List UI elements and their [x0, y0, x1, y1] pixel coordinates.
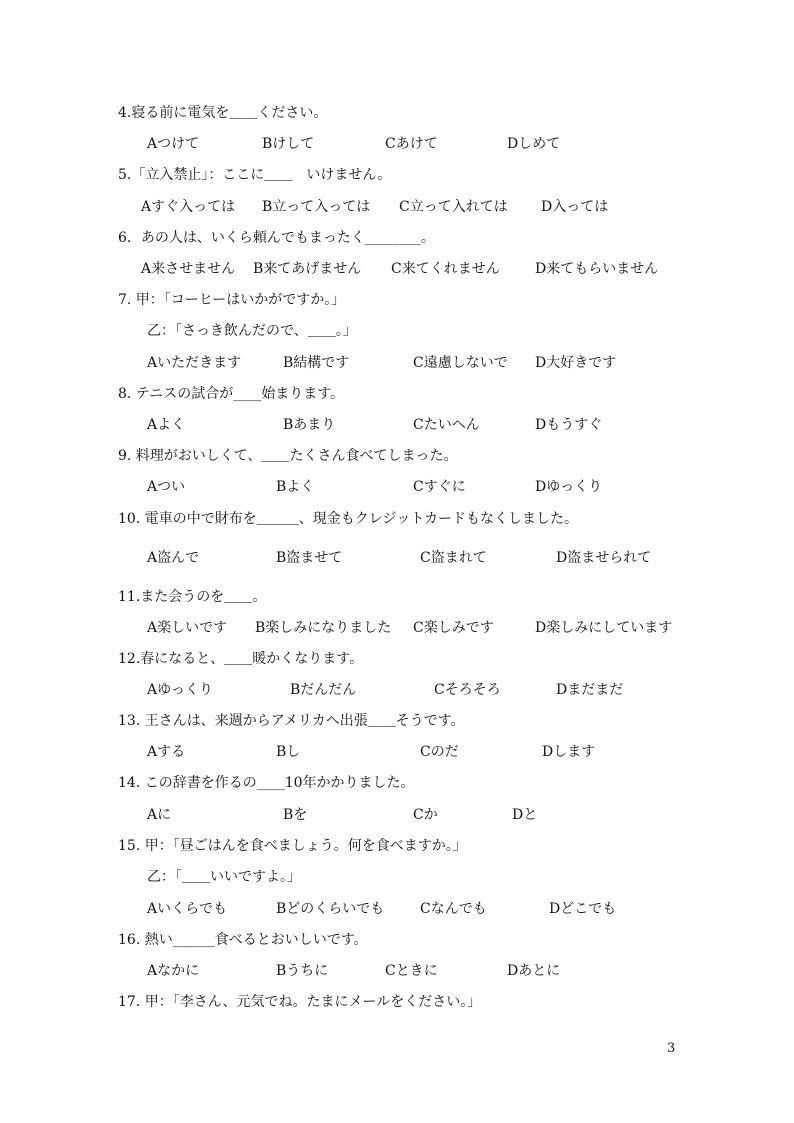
question-14-option-b: Bを — [283, 807, 308, 823]
question-9-option-b: Bよく — [276, 479, 315, 495]
question-4-option-c: Cあけて — [385, 136, 438, 152]
question-16-option-b: Bうちに — [276, 963, 329, 979]
question-11-stem: 11.また会うのを＿＿。 — [118, 589, 267, 605]
question-15-option-d: Dどこでも — [549, 901, 617, 917]
question-6-option-d: D来てもらいません — [535, 261, 659, 277]
question-14-option-d: Dと — [512, 807, 538, 823]
question-5-option-d: D入っては — [541, 199, 609, 215]
question-10-option-a: A盗んで — [147, 550, 200, 566]
question-16-option-a: Aなかに — [147, 963, 200, 979]
page-number: 3 — [667, 1041, 676, 1056]
question-12-option-b: Bだんだん — [290, 682, 357, 698]
question-6-option-c: C来てくれません — [391, 261, 500, 277]
question-5-option-b: B立って入っては — [262, 199, 371, 215]
question-4-stem: 4.寝る前に電気を＿＿ください。 — [118, 105, 328, 121]
question-14-option-a: Aに — [147, 807, 172, 823]
question-11-option-b: B楽しみになりました — [255, 620, 392, 636]
question-16-option-d: Dあとに — [507, 963, 561, 979]
question-15-option-b: Bどのくらいでも — [276, 901, 385, 917]
question-15-option-c: Cなんでも — [420, 901, 487, 917]
question-13-option-c: Cのだ — [420, 744, 459, 760]
question-10-option-c: C盗まれて — [420, 550, 487, 566]
question-10-option-d: D盗ませられて — [556, 550, 652, 566]
question-7-option-a: Aいただきます — [147, 355, 242, 371]
question-13-option-b: Bし — [276, 744, 301, 760]
question-8-option-c: Cたいへん — [413, 417, 480, 433]
question-4-option-b: Bけして — [262, 136, 315, 152]
question-9-option-a: Aつい — [147, 479, 186, 495]
question-5-option-a: Aすぐ入っては — [141, 199, 236, 215]
question-13-option-a: Aする — [147, 744, 186, 760]
question-15-reply: 乙：「＿＿いいですよ。」 — [147, 869, 301, 885]
question-9-option-c: Cすぐに — [413, 479, 466, 495]
question-7-stem: 7. 甲：「コーヒーはいかがですか。」 — [118, 292, 346, 308]
question-15-stem: 15. 甲：「昼ごはんを食べましょう。何を食べますか。」 — [118, 838, 467, 854]
question-15-option-a: Aいくらでも — [147, 901, 227, 917]
question-5-stem: 5.「立入禁止」：ここに＿＿ いけません。 — [118, 167, 392, 183]
question-13-option-d: Dします — [542, 744, 596, 760]
question-12-stem: 12.春になると、＿＿暖かくなります。 — [118, 651, 364, 667]
question-14-option-c: Cか — [413, 807, 438, 823]
question-7-option-c: C遠慮しないで — [413, 355, 508, 371]
question-6-option-b: B来てあげません — [253, 261, 362, 277]
question-14-stem: 14. この辞書を作るの____10年かかりました。 — [118, 775, 415, 791]
question-8-option-a: Aよく — [147, 417, 186, 433]
question-8-option-b: Bあまり — [283, 417, 336, 433]
question-9-option-d: Dゆっくり — [535, 479, 603, 495]
question-12-option-d: Dまだまだ — [556, 682, 624, 698]
question-7-reply: 乙：「さっき飲んだので、＿＿。」 — [147, 323, 357, 339]
question-4-option-d: Dしめて — [507, 136, 561, 152]
question-6-stem: 6．あの人は、いくら頼んでもまったく________。 — [118, 230, 435, 246]
question-9-stem: 9. 料理がおいしくて、＿＿たくさん食べてしまった。 — [118, 448, 458, 464]
question-7-option-b: B結構です — [283, 355, 350, 371]
question-11-option-d: D楽しみにしています — [535, 620, 673, 636]
question-6-option-a: A来させません — [141, 261, 236, 277]
question-16-stem: 16. 熱い______食べるとおいしいです。 — [118, 932, 368, 948]
question-12-option-c: Cそろそろ — [434, 682, 501, 698]
question-8-stem: 8. テニスの試合が____始まります。 — [118, 386, 345, 402]
question-7-option-d: D大好きです — [535, 355, 617, 371]
question-12-option-a: Aゆっくり — [147, 682, 213, 698]
question-11-option-a: A楽しいです — [147, 620, 228, 636]
question-16-option-c: Cときに — [385, 963, 438, 979]
question-5-option-c: C立って入れては — [399, 199, 508, 215]
question-8-option-d: Dもうすぐ — [535, 417, 603, 433]
question-13-stem: 13. 王さんは、来週からアメリカへ出張＿＿そうです。 — [118, 713, 465, 729]
question-10-option-b: B盗ませて — [276, 550, 343, 566]
question-10-stem: 10. 電車の中で財布を＿＿＿、現金もクレジットカードもなくしました。 — [118, 511, 578, 527]
question-11-option-c: C楽しみです — [413, 620, 494, 636]
question-4-option-a: Aつけて — [147, 136, 200, 152]
question-17-stem: 17. 甲：「李さん、元気でね。たまにメールをください。」 — [118, 994, 482, 1010]
